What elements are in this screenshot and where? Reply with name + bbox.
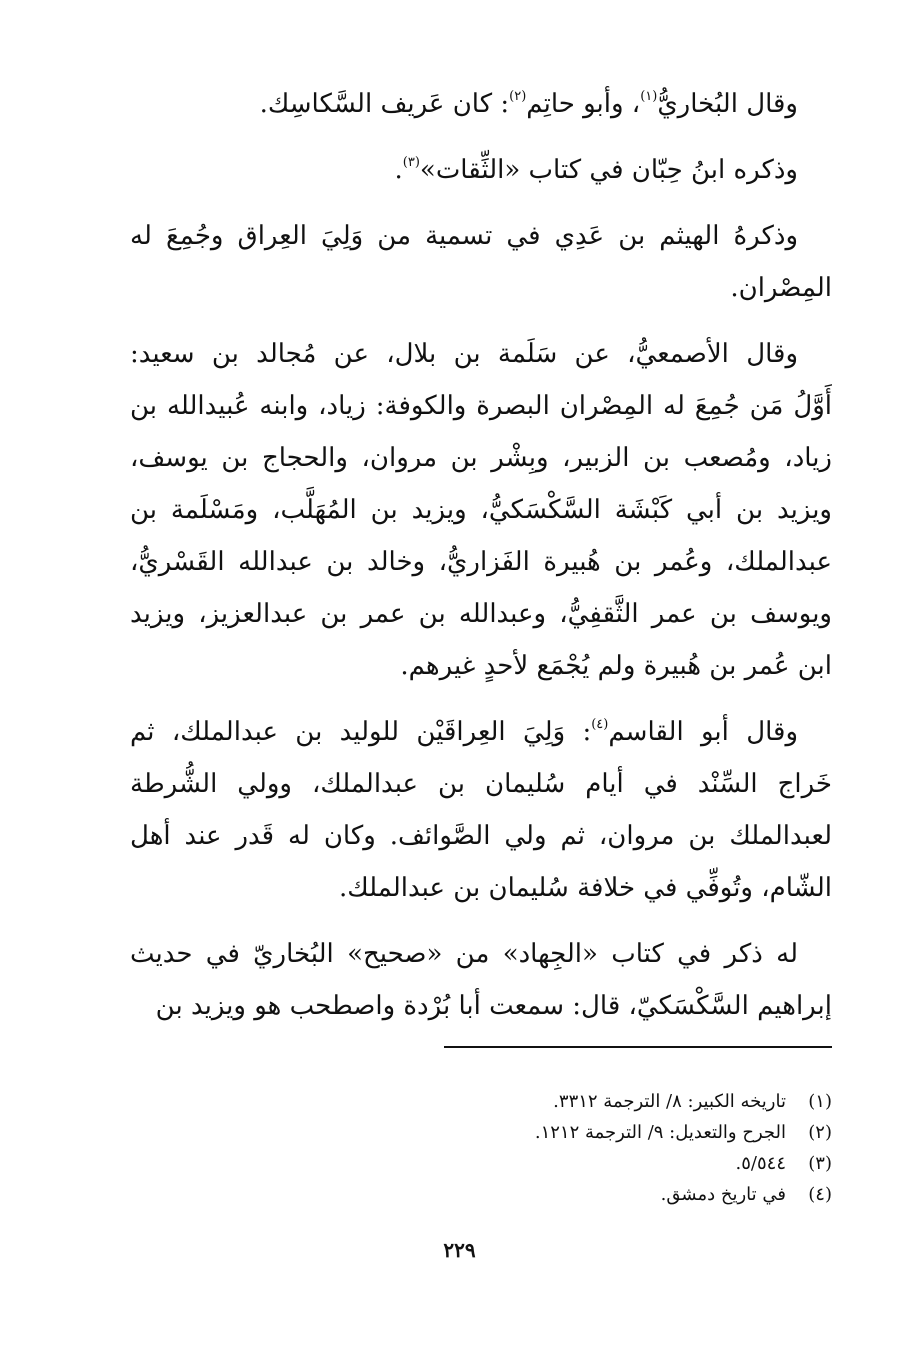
footnote-text: ٥/٥٤٤. [735, 1153, 786, 1174]
text-line [130, 380, 832, 432]
footnote-marker: (٢) [509, 89, 527, 104]
text-run: . [394, 155, 403, 185]
footnote-marker: (٤) [591, 717, 609, 732]
footnote-marker: (٣) [402, 155, 420, 170]
footnote [440, 1086, 832, 1117]
text-run: أَوَّلُ مَن جُمِعَ له المِصْران البصرة والكوفة: زياد، وابنه عُبيدالله بن [130, 391, 832, 421]
text-run: زياد، ومُصعب بن الزبير، وبِشْر بن مروان، والحجاج بن يوسف، [130, 443, 832, 473]
footnote-separator [444, 1046, 832, 1048]
footnote [440, 1117, 832, 1148]
text-run: لعبدالملك بن مروان، ثم ولي الصَّوائف. وكان له قَدر عند أهل [130, 821, 832, 851]
text-line [130, 210, 832, 262]
text-line [130, 144, 832, 196]
text-line [130, 484, 832, 536]
text-run: وقال الأصمعيُّ، عن سَلَمة بن بلال، عن مُجالد بن سعيد: [130, 339, 798, 369]
text-run: ، وأبو حاتِم [526, 89, 641, 119]
footnote-number: (٣) [808, 1153, 832, 1174]
footnote-number: (٤) [808, 1184, 832, 1205]
text-line [130, 862, 832, 914]
text-line [130, 328, 832, 380]
text-run: وقال أبو القاسم [608, 717, 799, 747]
text-line [130, 536, 832, 588]
text-line [130, 980, 832, 1032]
footnote-text: الجرح والتعديل: ٩/ الترجمة ١٢١٢. [534, 1122, 786, 1143]
text-line [130, 640, 832, 692]
text-line [130, 432, 832, 484]
text-run: المِصْران. [730, 273, 832, 303]
text-run: : كان عَريف السَّكاسِك. [259, 89, 510, 119]
paragraph [130, 928, 832, 1032]
text-run: عبدالملك، وعُمر بن هُبيرة الفَزاريُّ، وخالد بن عبدالله القَسْريُّ، [130, 547, 832, 577]
footnote-text: في تاريخ دمشق. [660, 1184, 786, 1205]
paragraph [130, 78, 832, 130]
text-run: وقال البُخاريُّ [657, 89, 798, 119]
text-line [130, 78, 832, 130]
text-line [130, 588, 832, 640]
text-line [130, 928, 832, 980]
footnotes [440, 1086, 832, 1210]
footnote [440, 1148, 832, 1179]
paragraph [130, 328, 832, 692]
footnote-number: (١) [808, 1091, 832, 1112]
text-run: ابن عُمر بن هُبيرة ولم يُجْمَع لأحدٍ غيرهم. [400, 651, 832, 681]
text-run: ويزيد بن أبي كَبْشَة السَّكْسَكيُّ، ويزيد بن المُهَلَّب، ومَسْلَمة بن [130, 495, 832, 525]
footnote [440, 1179, 832, 1210]
text-run: خَراج السِّنْد في أيام سُليمان بن عبدالملك، وولي الشُّرطة [130, 769, 832, 799]
footnote-number: (٢) [808, 1122, 832, 1143]
text-line [130, 706, 832, 758]
text-line [130, 262, 832, 314]
text-run: إبراهيم السَّكْسَكيّ، قال: سمعت أبا بُرْدة واصطحب هو ويزيد بن [155, 991, 832, 1021]
text-run: وذكرهُ الهيثم بن عَدِي في تسمية من وَلِيَ العِراق وجُمِعَ له [130, 221, 798, 251]
text-run: ويوسف بن عمر الثَّقفِيُّ، وعبدالله بن عمر بن عبدالعزيز، ويزيد [130, 599, 832, 629]
text-run: الشّام، وتُوفِّي في خلافة سُليمان بن عبدالملك. [339, 873, 832, 903]
text-run: وذكره ابنُ حِبّان في كتاب «الثِّقات» [419, 155, 798, 185]
paragraph [130, 706, 832, 914]
paragraph [130, 210, 832, 314]
text-line [130, 758, 832, 810]
text-run: له ذكر في كتاب «الجِهاد» من «صحيح» البُخاريّ في حديث [130, 939, 798, 969]
text-run: : وَلِيَ العِراقَيْن للوليد بن عبدالملك، ثم [130, 717, 592, 747]
footnote-text: تاريخه الكبير: ٨/ الترجمة ٣٣١٢. [553, 1091, 786, 1112]
page-number: ٢٢٩ [443, 1238, 476, 1262]
text-line [130, 810, 832, 862]
main-text [130, 78, 832, 1046]
footnote-marker: (١) [640, 89, 658, 104]
paragraph [130, 144, 832, 196]
